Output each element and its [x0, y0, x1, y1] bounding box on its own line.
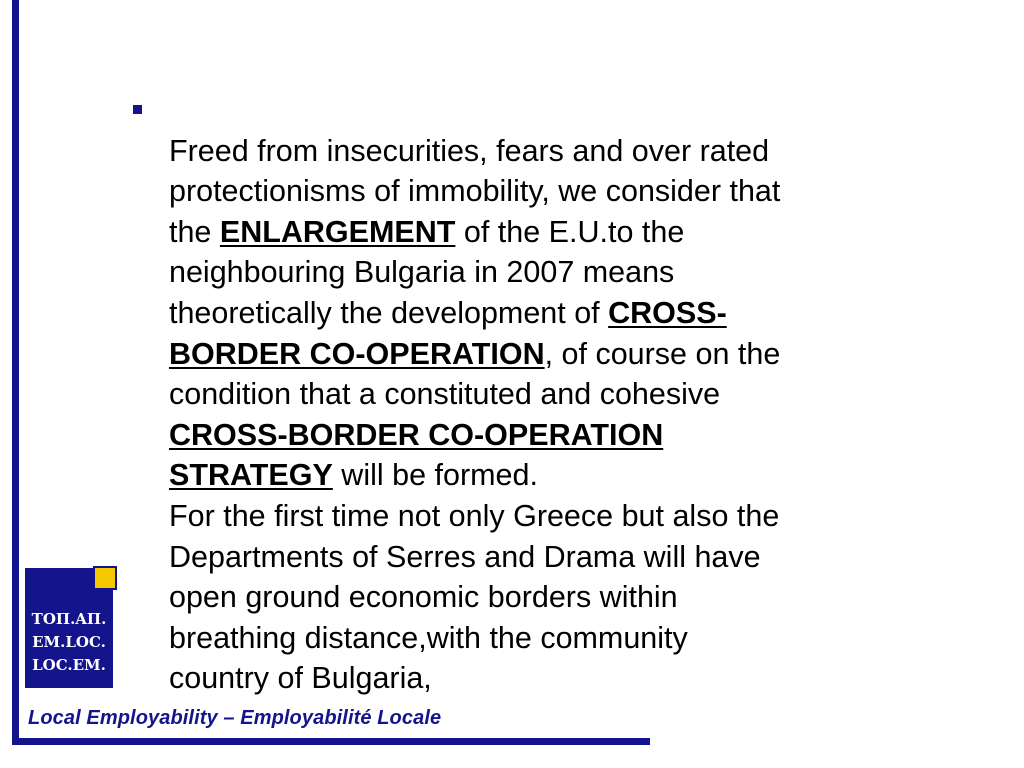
emphasis-cross-border-strategy: CROSS-BORDER CO-OPERATION STRATEGY	[169, 417, 664, 493]
logo-accent-square-icon	[93, 566, 117, 590]
bullet-text	[169, 90, 993, 699]
logo	[25, 566, 120, 690]
emphasis-enlargement: ENLARGEMENT	[219, 214, 456, 249]
text-segment: will be formed. For the first time not only Greece but also the Departments of Serres and Drama will have open ground economic borders within breathing distance,with the community country of Bulgaria,	[169, 458, 780, 696]
logo-line: LOC.EM.	[32, 656, 106, 674]
text-segment: Freed from insecurities, fears and over rated protectionisms of immobility, we consider that the	[169, 133, 781, 249]
text-segment: of the E.U.to the neighbouring Bulgaria in 2007 means theoretically the development of	[169, 214, 685, 330]
emphasis-cross-border-co-operation: CROSS- BORDER CO-OPERATION	[169, 295, 727, 371]
square-bullet-icon	[133, 105, 142, 114]
slide-content	[133, 90, 993, 699]
footer-title: Local Employability – Employabilité Locale	[28, 707, 442, 729]
logo-line: EM.LOC.	[32, 633, 106, 651]
left-border-bar	[12, 0, 19, 745]
bottom-border-bar	[12, 738, 650, 745]
logo-line: ΤΟΠ.ΑΠ.	[31, 610, 107, 628]
text-segment: , of course on the condition that a constituted and cohesive	[169, 336, 781, 412]
logo-text	[25, 608, 113, 677]
